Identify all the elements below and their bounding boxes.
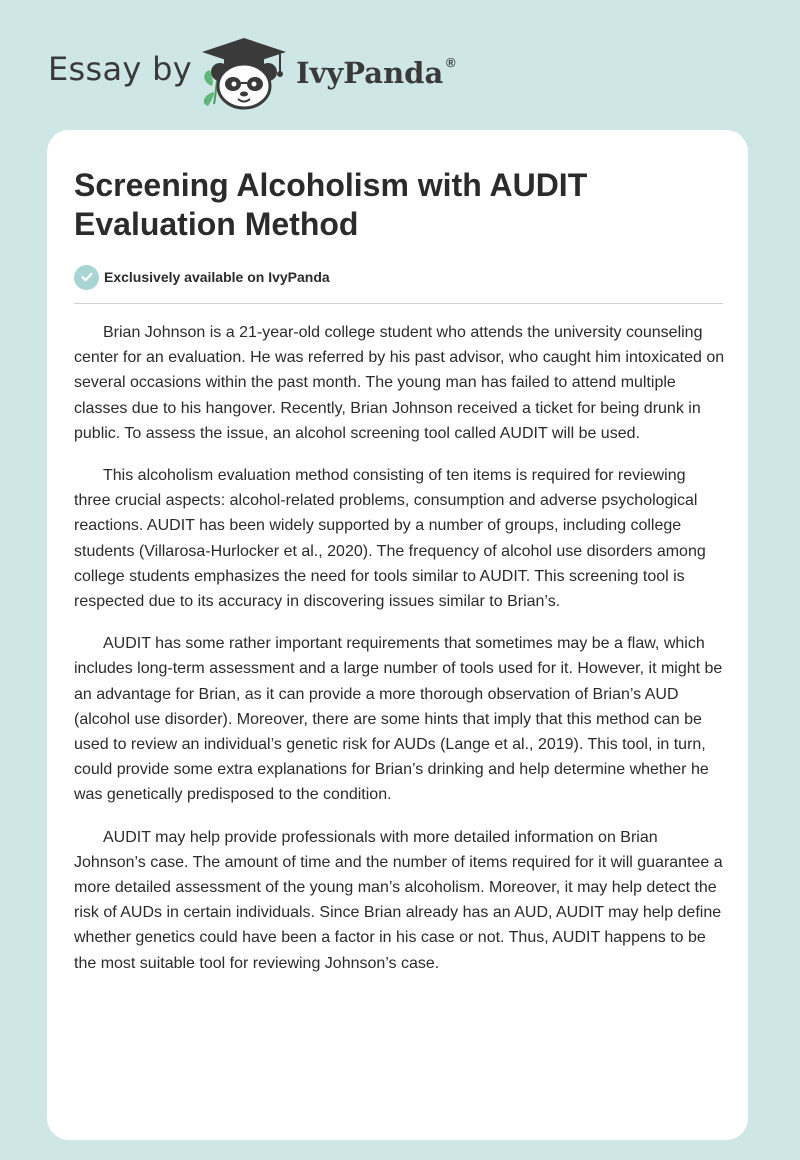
brand-name[interactable]: IvyPanda [296,56,444,90]
paragraph-1: Brian Johnson is a 21-year-old college student who attends the university counseling center for an evaluation. He was referred by his past advisor, who caught him intoxicated on several occasions within the past month. The young man has failed to attend multiple classes due to his hangover. Recently, Brian Johnson received a ticket for being drunk in public. To assess the issue, an alcohol screening tool called AUDIT will be used. [74,324,725,442]
divider [74,303,723,304]
paragraph-3: AUDIT has some rather important requirements that sometimes may be a flaw, which includes long-term assessment and a large number of tools used for it. However, it might be an advantage for Brian, as it can provide a more thorough observation of Brian’s AUD (alcohol use disorder). Moreover, there are some hints that imply that this method can be used to review an individual’s genetic risk for AUDs (Lange et al., 2019). This tool, in turn, could provide some extra explanations for Brian’s drinking and help determine whether he was genetically predisposed to the condition. [74,635,723,804]
page-title: Screening Alcoholism with AUDIT Evaluation Method [74,167,588,242]
badge-text: Exclusively available on IvyPanda [104,269,330,285]
brand-prefix: Essay by [48,50,192,88]
registered-mark: ® [446,55,456,70]
essay-card [47,130,748,1140]
paragraph-4: AUDIT may help provide professionals with more detailed information on Brian Johnson’s case. The amount of time and the number of items required for it will guarantee a more detailed assessment of the young man’s alcoholism. Moreover, it may help detect the risk of AUDs in certain individuals. Since Brian already has an AUD, AUDIT may help define whether genetics could have been a factor in his case or not. Thus, AUDIT happens to be the most suitable tool for reviewing Johnson’s case. [74,828,723,972]
exclusive-badge [74,264,330,290]
check-circle-icon [74,265,99,290]
paragraph-2: This alcoholism evaluation method consisting of ten items is required for reviewing three crucial aspects: alcohol-related problems, consumption and adverse psychological reactions. AUDIT has been widely supported by a number of groups, including college students (Villarosa-Hurlocker et al., 2020). The frequency of alcohol use disorders among college students emphasizes the need for tools similar to AUDIT. This screening tool is respected due to its accuracy in discovering issues similar to Brian’s. [74,467,706,611]
essay-body [74,320,726,993]
panda-graduate-icon[interactable] [198,34,290,110]
site-header [0,0,800,130]
